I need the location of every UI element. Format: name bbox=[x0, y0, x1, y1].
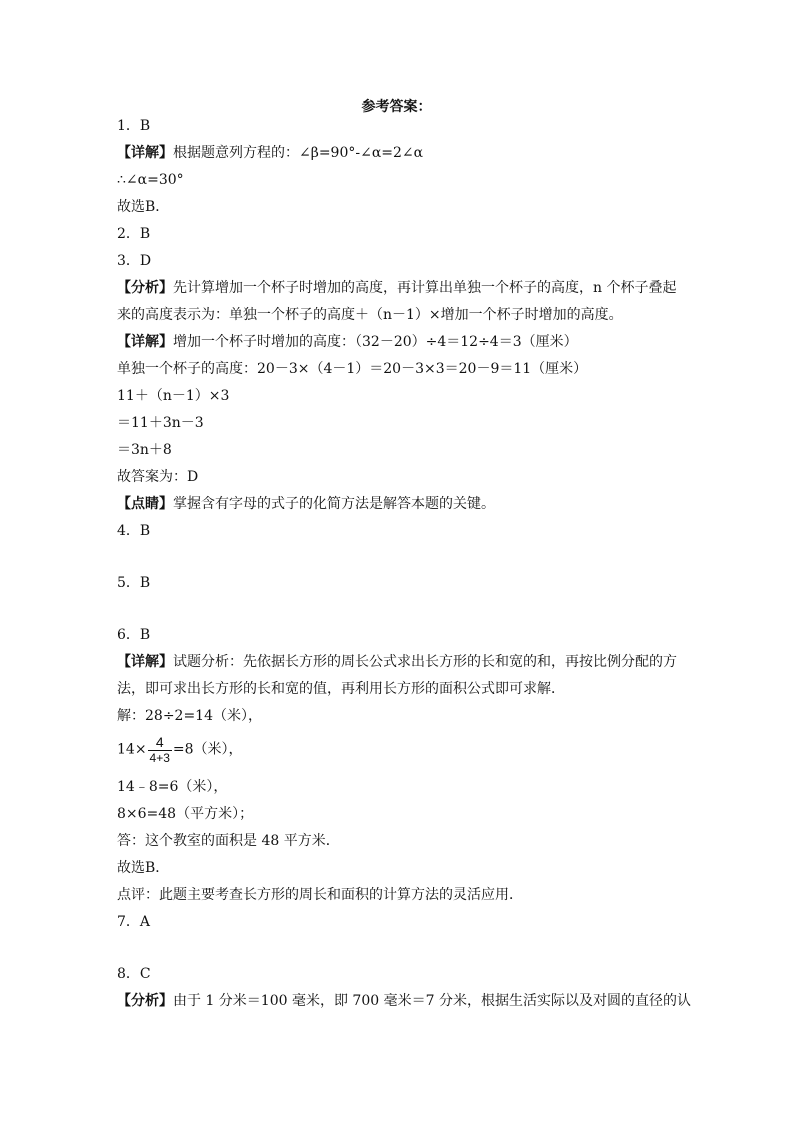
q6-detail-line-1 bbox=[117, 652, 677, 672]
q3-detail-line-1 bbox=[117, 332, 578, 352]
q8-analysis-text-1: 由于 1 分米＝100 毫米，即 700 毫米＝7 分米，根据生活实际以及对圆的直径的认 bbox=[173, 993, 691, 1009]
detail-tag: 【详解】 bbox=[117, 654, 173, 670]
q6-answer: 6．B bbox=[117, 627, 151, 643]
q3-analysis-line-1 bbox=[117, 278, 676, 298]
q5-answer: 5．B bbox=[117, 575, 151, 591]
q6-solve-4: 8×6=48（平方米）； bbox=[117, 806, 254, 822]
q3-conclusion: 故答案为：D bbox=[117, 469, 199, 485]
q6-solve-1: 解：28÷2=14（米）， bbox=[117, 708, 262, 724]
q6-review: 点评：此题主要考查长方形的周长和面积的计算方法的灵活应用． bbox=[117, 887, 523, 903]
q7-answer: 7．A bbox=[117, 914, 151, 930]
q3-expr-3: ＝3n＋8 bbox=[117, 442, 172, 458]
q3-expr-2: ＝11＋3n－3 bbox=[117, 415, 204, 431]
fraction-numerator: 4 bbox=[155, 734, 164, 750]
q3-comment bbox=[117, 494, 495, 514]
analysis-tag: 【分析】 bbox=[117, 280, 173, 296]
fraction-denominator: 4+3 bbox=[149, 751, 170, 765]
frac-prefix: 14× bbox=[117, 741, 147, 758]
q6-solve-3: 14﹣8=6（米）， bbox=[117, 779, 228, 795]
q6-detail-text-1: 试题分析：先依据长方形的周长公式求出长方形的长和宽的和，再按比例分配的方 bbox=[173, 654, 677, 670]
q1-detail-text: 根据题意列方程的：∠β=90°-∠α=2∠α bbox=[173, 145, 424, 161]
fraction bbox=[148, 734, 172, 765]
q3-comment-text: 掌握含有字母的式子的化简方法是解答本题的关键。 bbox=[173, 496, 495, 512]
detail-tag: 【详解】 bbox=[117, 145, 173, 161]
q2-answer: 2．B bbox=[117, 226, 151, 242]
analysis-tag: 【分析】 bbox=[117, 993, 173, 1009]
q6-detail-line-2: 法，即可求出长方形的长和宽的值，再利用长方形的面积公式即可求解． bbox=[117, 681, 565, 697]
q1-detail bbox=[117, 143, 423, 163]
q1-answer: 1．B bbox=[117, 118, 151, 134]
q6-answer-line: 答：这个教室的面积是 48 平方米． bbox=[117, 833, 340, 849]
q8-answer: 8．C bbox=[117, 966, 151, 982]
q8-analysis-line-1 bbox=[117, 991, 691, 1011]
q1-conclusion: 故选B． bbox=[117, 199, 170, 215]
detail-tag: 【详解】 bbox=[117, 334, 173, 350]
q3-expr-1: 11＋（n－1）×3 bbox=[117, 388, 230, 404]
q3-analysis-text-1: 先计算增加一个杯子时增加的高度，再计算出单独一个杯子的高度，n 个杯子叠起 bbox=[173, 280, 677, 296]
q3-answer: 3．D bbox=[117, 253, 152, 269]
q3-detail-line-2: 单独一个杯子的高度：20－3×（4－1）＝20－3×3＝20－9＝11（厘米） bbox=[117, 361, 588, 377]
q6-conclusion: 故选B． bbox=[117, 860, 170, 876]
q3-detail-text-1: 增加一个杯子时增加的高度：（32－20）÷4＝12÷4＝3（厘米） bbox=[173, 334, 578, 350]
comment-tag: 【点睛】 bbox=[117, 496, 173, 512]
q6-fraction-line bbox=[117, 734, 243, 765]
q1-step: ∴∠α=30° bbox=[117, 172, 184, 188]
q3-analysis-line-2: 来的高度表示为：单独一个杯子的高度＋（n－1）×增加一个杯子时增加的高度。 bbox=[117, 307, 623, 323]
q4-answer: 4．B bbox=[117, 523, 151, 539]
page-title: 参考答案： bbox=[361, 99, 432, 115]
frac-suffix: =8（米）， bbox=[172, 741, 243, 758]
